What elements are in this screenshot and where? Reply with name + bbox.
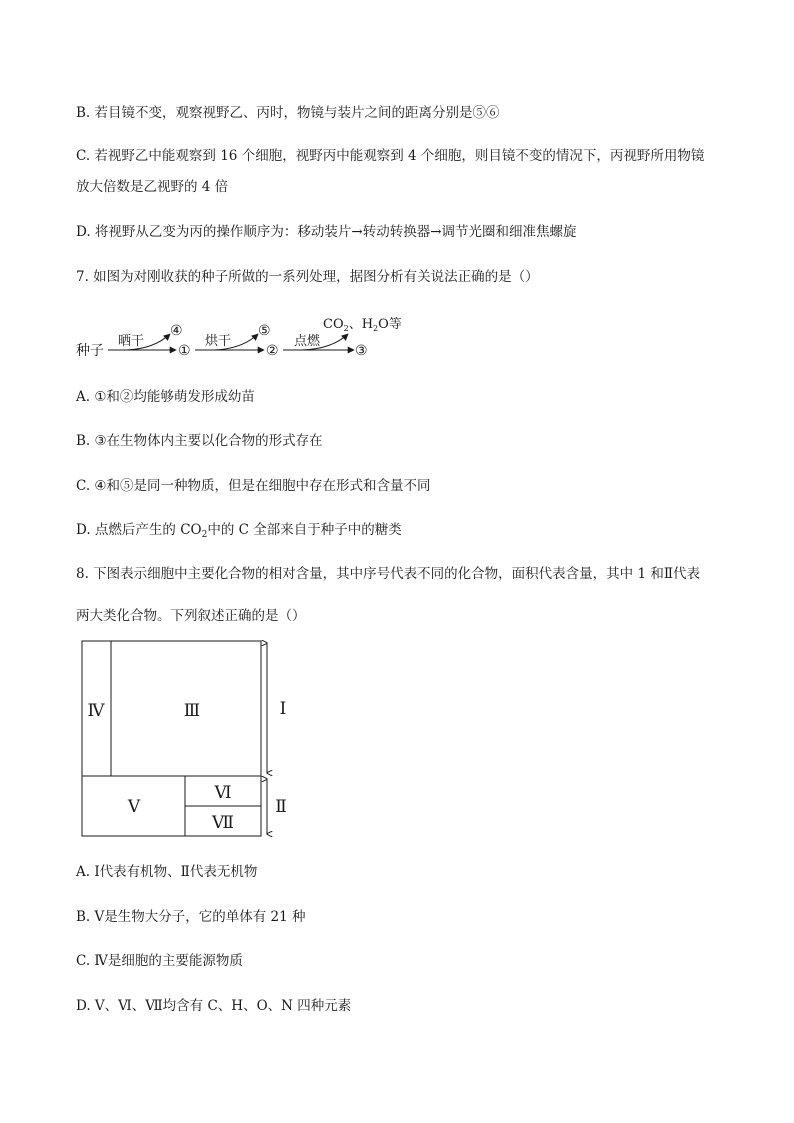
label-II: Ⅱ — [275, 797, 287, 817]
q6-option-d: D. 将视野从乙变为丙的操作顺序为：移动装片→转动转换器→调节光圈和细准焦螺旋 — [76, 224, 577, 240]
label-IV: Ⅳ — [87, 701, 105, 721]
gas-products: $CO_2$、$H_2O$等 — [323, 317, 402, 333]
q8-compound-area-diagram — [80, 636, 310, 846]
seed-label: 种子 — [76, 343, 104, 359]
q7-option-d: D. 点燃后产生的 $CO_2$中的 C 全部来自于种子中的糖类 — [76, 522, 402, 540]
label-VI: Ⅵ — [214, 783, 232, 803]
step-burn: 点燃 — [294, 334, 321, 349]
q7-option-c: C. ④和⑤是同一种物质，但是在细胞中存在形式和含量不同 — [76, 478, 431, 494]
product-4: ④ — [170, 323, 183, 339]
q8-option-a: A. Ⅰ代表有机物、Ⅱ代表无机物 — [76, 864, 258, 880]
q8-option-b: B. Ⅴ是生物大分子，它的单体有 21 种 — [76, 909, 306, 925]
product-3: ③ — [355, 343, 368, 359]
product-5: ⑤ — [258, 323, 271, 339]
q6-option-c-line2: 放大倍数是乙视野的 4 倍 — [76, 179, 229, 195]
q6-option-c-line1: C. 若视野乙中能观察到 16 个细胞，视野丙中能观察到 4 个细胞，则目镜不变的情况下，丙视野所用物镜 — [76, 148, 705, 164]
q8-option-c: C. Ⅳ是细胞的主要能源物质 — [76, 953, 243, 969]
q7-stem: 7. 如图为对刚收获的种子所做的一系列处理，据图分析有关说法正确的是（） — [76, 269, 539, 285]
label-V: Ⅴ — [127, 797, 141, 817]
label-VII: Ⅶ — [212, 813, 234, 833]
q6-option-b: B. 若目镜不变，观察视野乙、丙时，物镜与装片之间的距离分别是⑤⑥ — [76, 105, 500, 121]
q7-option-a: A. ①和②均能够萌发形成幼苗 — [76, 389, 255, 405]
q8-stem-line1: 8. 下图表示细胞中主要化合物的相对含量，其中序号代表不同的化合物，面积代表含量，其中 1 和Ⅱ代表 — [76, 566, 701, 582]
label-III: Ⅲ — [183, 701, 201, 721]
q7-option-b: B. ③在生物体内主要以化合物的形式存在 — [76, 433, 323, 449]
q8-stem-line2: 两大类化合物。下列叙述正确的是（） — [76, 608, 306, 624]
label-I: Ⅰ — [279, 699, 287, 719]
product-1: ① — [178, 343, 191, 359]
q8-option-d: D. Ⅴ、Ⅵ、Ⅶ均含有 C、H、O、N 四种元素 — [76, 998, 352, 1014]
product-2: ② — [266, 343, 279, 359]
q7-seed-processing-diagram — [74, 312, 414, 372]
step-sun-dry: 晒干 — [118, 334, 145, 349]
step-oven-dry: 烘干 — [205, 334, 232, 349]
